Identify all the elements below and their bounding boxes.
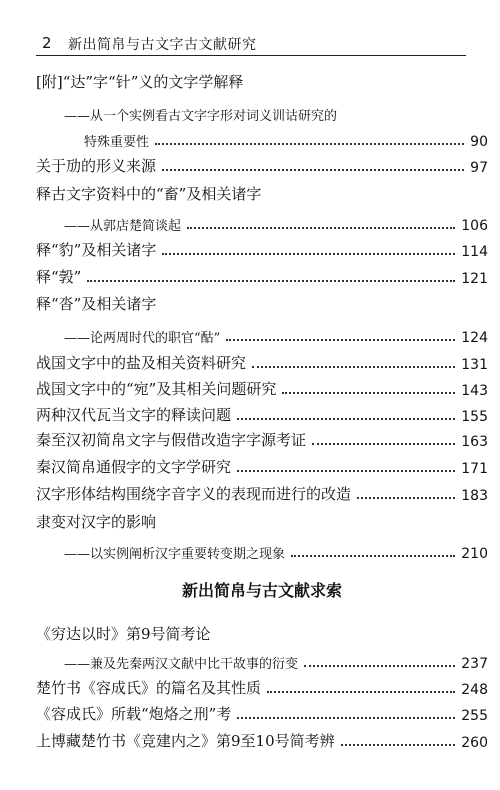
toc-page-number: 237 xyxy=(461,656,488,672)
toc-entry: 关于劢的形义来源 97 xyxy=(36,157,488,176)
toc-page-number: 90 xyxy=(470,134,488,150)
toc-entry: 上博藏楚竹书《竞建内之》第9至10号简考辨 260 xyxy=(36,732,488,751)
leader-dots xyxy=(252,366,455,368)
toc-entry: 楚竹书《容成氏》的篇名及其性质 248 xyxy=(36,679,488,698)
section-heading: 新出简帛与古文献求索 xyxy=(181,581,342,600)
toc-page-number: 124 xyxy=(461,330,488,346)
toc-entry-subtitle: ——以实例阐析汉字重要转变期之现象 210 xyxy=(64,546,488,562)
leader-dots xyxy=(312,443,455,445)
toc-page-number: 131 xyxy=(461,357,488,373)
toc-entry-subtitle: ——从郭店楚简谈起 106 xyxy=(64,218,488,234)
toc-entry-subtitle: ——论两周时代的职官“酤” 124 xyxy=(64,330,488,346)
toc-entry: 释“沓”及相关诸字 xyxy=(36,295,157,313)
toc-entry-subtitle: 特殊重要性 90 xyxy=(84,134,488,150)
toc-page-number: 163 xyxy=(461,434,488,450)
toc-page-number: 97 xyxy=(470,160,488,176)
leader-dots xyxy=(226,339,455,341)
toc-page-number: 210 xyxy=(461,546,488,562)
toc-entry: 释古文字资料中的“畜”及相关诸字 xyxy=(36,185,262,203)
running-header xyxy=(36,33,466,56)
toc-entry: 秦汉简帛通假字的文字学研究 171 xyxy=(36,458,488,477)
toc-entry: 战国文字中的盐及相关资料研究 131 xyxy=(36,354,488,373)
toc-entry: 战国文字中的“宛”及其相关问题研究 143 xyxy=(36,380,488,399)
toc-page-number: 121 xyxy=(461,271,488,287)
toc-page-number: 143 xyxy=(461,383,488,399)
leader-dots xyxy=(155,143,464,145)
leader-dots xyxy=(237,418,455,420)
leader-dots xyxy=(304,665,455,667)
toc-entry: 汉字形体结构围绕字音字义的表现而进行的改造 183 xyxy=(36,485,488,504)
toc-entry-subtitle: ——从一个实例看古文字字形对词义训诂研究的 xyxy=(64,109,338,124)
toc-page-number: 260 xyxy=(461,735,488,751)
toc-entry: 《容成氏》所载“炮烙之刑”考 255 xyxy=(36,705,488,724)
leader-dots xyxy=(162,169,464,171)
toc-entry: 释“㝅” 121 xyxy=(36,268,488,287)
leader-dots xyxy=(87,280,455,282)
toc-page-number: 171 xyxy=(461,461,488,477)
leader-dots xyxy=(357,497,455,499)
toc-entry: 秦至汉初简帛文字与假借改造字字源考证 163 xyxy=(36,431,488,450)
toc-entry: 《穷达以时》第9号简考论 xyxy=(36,625,211,643)
leader-dots xyxy=(237,717,455,719)
toc-entry: 隶变对汉字的影响 xyxy=(36,513,157,531)
toc-page-number: 155 xyxy=(461,409,488,425)
toc-page-number: 106 xyxy=(461,218,488,234)
toc-page-number: 114 xyxy=(461,244,488,260)
leader-dots xyxy=(267,691,455,693)
toc-entry: 释“豹”及相关诸字 114 xyxy=(36,241,488,260)
leader-dots xyxy=(282,392,455,394)
toc-entry: 两种汉代瓦当文字的释读问题 155 xyxy=(36,406,488,425)
page-number: 2 xyxy=(42,34,52,52)
leader-dots xyxy=(341,744,456,746)
leader-dots xyxy=(237,470,455,472)
toc-entry: [附]“达”字“针”义的文字学解释 xyxy=(36,73,244,91)
toc-page-number: 248 xyxy=(461,682,488,698)
toc-page-number: 183 xyxy=(461,488,488,504)
leader-dots xyxy=(162,253,455,255)
toc-entry-subtitle: ——兼及先秦两汉文献中比干故事的衍变 237 xyxy=(64,656,488,672)
leader-dots xyxy=(291,555,455,557)
leader-dots xyxy=(187,227,455,229)
toc-page-number: 255 xyxy=(461,708,488,724)
book-title: 新出简帛与古文字古文献研究 xyxy=(68,37,257,53)
